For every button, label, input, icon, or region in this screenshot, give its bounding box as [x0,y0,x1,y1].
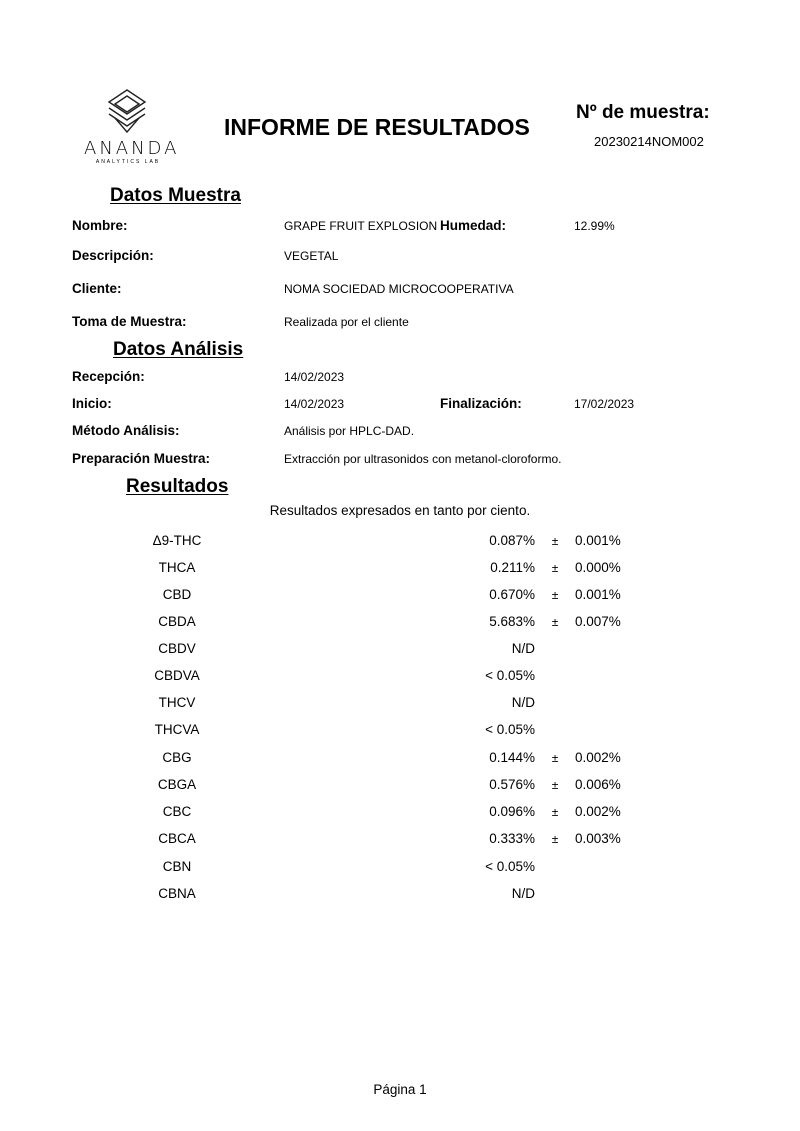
metodo-value: Análisis por HPLC-DAD. [284,424,415,438]
cannabinoid-name: CBC [162,804,192,819]
toma-muestra-value: Realizada por el cliente [284,315,409,329]
results-note: Resultados expresados en tanto por ciento. [269,503,531,518]
plus-minus-sign: ± [551,751,559,765]
nombre-label: Nombre: [72,218,128,233]
cannabinoid-value: 0.670% [489,587,535,602]
cannabinoid-name: CBDA [158,614,196,629]
logo-tagline: ANALYTICS LAB [95,159,161,165]
plus-minus-sign: ± [551,832,559,846]
cannabinoid-name: THCVA [154,722,200,737]
cannabinoid-name: Δ9-THC [152,533,202,548]
cannabinoid-name: CBG [162,750,192,765]
uncertainty-value: 0.000% [575,560,621,575]
cannabinoid-value: N/D [511,886,535,901]
cannabinoid-value: N/D [511,695,535,710]
cannabinoid-value: 0.087% [489,533,535,548]
preparacion-label: Preparación Muestra: [72,451,211,466]
cliente-value: NOMA SOCIEDAD MICROCOOPERATIVA [284,282,514,296]
toma-muestra-label: Toma de Muestra: [72,314,187,329]
uncertainty-value: 0.003% [575,831,621,846]
section-title-datos-analisis: Datos Análisis [113,339,244,360]
preparacion-value: Extracción por ultrasonidos con metanol-cloroformo. [284,452,562,466]
metodo-label: Método Análisis: [72,423,180,438]
uncertainty-value: 0.001% [575,533,621,548]
finalizacion-label: Finalización: [440,396,522,411]
uncertainty-value: 0.002% [575,750,621,765]
uncertainty-value: 0.002% [575,804,621,819]
company-logo [84,88,180,168]
recepcion-value: 14/02/2023 [284,370,345,384]
cannabinoid-value: N/D [511,641,535,656]
cannabinoid-value: 0.333% [489,831,535,846]
cannabinoid-name: CBD [162,587,192,602]
nombre-value: GRAPE FRUIT EXPLOSION [284,219,438,233]
cannabinoid-name: CBDVA [154,668,200,683]
cannabinoid-name: CBDV [158,641,196,656]
sample-number-label: Nº de muestra: [576,102,710,123]
cannabinoid-value: 0.144% [489,750,535,765]
cannabinoid-value: < 0.05% [485,722,535,737]
plus-minus-sign: ± [551,615,559,629]
logo-wordmark: ANANDA [84,138,180,159]
plus-minus-sign: ± [551,534,559,548]
cannabinoid-name: CBNA [158,886,196,901]
descripcion-label: Descripción: [72,248,154,263]
report-title: INFORME DE RESULTADOS [224,114,530,140]
finalizacion-value: 17/02/2023 [574,397,635,411]
cannabinoid-value: < 0.05% [485,859,535,874]
uncertainty-value: 0.006% [575,777,621,792]
inicio-value: 14/02/2023 [284,397,345,411]
cannabinoid-name: CBCA [158,831,196,846]
cannabinoid-value: 0.576% [489,777,535,792]
cannabinoid-value: 0.096% [489,804,535,819]
cannabinoid-value: 5.683% [489,614,535,629]
recepcion-label: Recepción: [72,369,145,384]
page-number: Página 1 [373,1082,427,1097]
diamond-logo-icon [105,88,149,134]
cannabinoid-name: CBGA [157,777,197,792]
cannabinoid-name: CBN [162,859,192,874]
plus-minus-sign: ± [551,778,559,792]
section-title-datos-muestra: Datos Muestra [110,185,241,206]
cannabinoid-value: < 0.05% [485,668,535,683]
plus-minus-sign: ± [551,805,559,819]
humedad-label: Humedad: [440,218,507,233]
descripcion-value: VEGETAL [284,249,339,263]
inicio-label: Inicio: [72,396,112,411]
plus-minus-sign: ± [551,588,559,602]
humedad-value: 12.99% [574,219,615,233]
uncertainty-value: 0.007% [575,614,621,629]
cliente-label: Cliente: [72,281,122,296]
cannabinoid-name: THCV [158,695,196,710]
uncertainty-value: 0.001% [575,587,621,602]
cannabinoid-value: 0.211% [490,560,535,575]
plus-minus-sign: ± [551,561,559,575]
sample-number: 20230214NOM002 [594,134,704,149]
section-title-resultados: Resultados [126,476,229,497]
cannabinoid-name: THCA [158,560,196,575]
